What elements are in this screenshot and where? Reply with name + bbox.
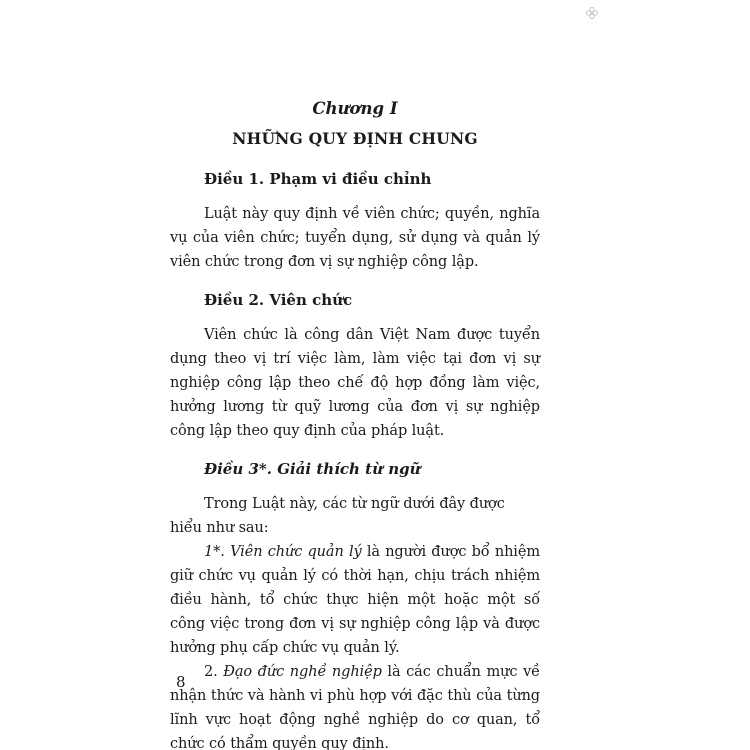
page-number: 8	[176, 673, 186, 691]
item-2-term: Đạo đức nghề nghiệp	[223, 664, 382, 680]
flower-ornament-icon	[585, 6, 599, 20]
article-3-heading: Điều 3*. Giải thích từ ngữ	[204, 460, 421, 478]
item-1-term: Viên chức quản lý	[230, 544, 362, 560]
item-2-number: 2.	[204, 664, 218, 680]
page-body	[170, 97, 540, 750]
item-1-number: 1*.	[204, 544, 225, 560]
article-3-item-2	[170, 660, 540, 750]
article-3-intro: Trong Luật này, các từ ngữ dưới đây được hiểu như sau:	[170, 496, 505, 536]
item-2-definition: là các chuẩn mực về nhận thức và hành vi phù hợp với đặc thù của từng lĩnh vực hoạt động nghề nghiệp do cơ quan, tổ chức có thẩm quyền quy định.	[170, 664, 540, 750]
article-2-text: Viên chức là công dân Việt Nam được tuyển dụng theo vị trí việc làm, làm việc tại đơn vị sự nghiệp công lập theo chế độ hợp đồng làm việc, hưởng lương từ quỹ lương của đơn vị sự nghiệp công lập theo quy định của pháp luật.	[170, 327, 540, 439]
article-2-heading: Điều 2. Viên chức	[204, 291, 353, 309]
chapter-title: NHỮNG QUY ĐỊNH CHUNG	[232, 129, 478, 148]
chapter-label: Chương I	[312, 99, 398, 118]
article-1-text: Luật này quy định về viên chức; quyền, nghĩa vụ của viên chức; tuyển dụng, sử dụng và quản lý viên chức trong đơn vị sự nghiệp công lập.	[170, 206, 540, 270]
article-3-item-1	[170, 540, 540, 660]
article-1-heading: Điều 1. Phạm vi điều chỉnh	[204, 170, 432, 188]
item-1-definition: là người được bổ nhiệm giữ chức vụ quản lý có thời hạn, chịu trách nhiệm điều hành, tổ chức thực hiện một hoặc một số công việc trong đơn vị sự nghiệp công lập và được hưởng phụ cấp chức vụ quản lý.	[170, 544, 540, 656]
